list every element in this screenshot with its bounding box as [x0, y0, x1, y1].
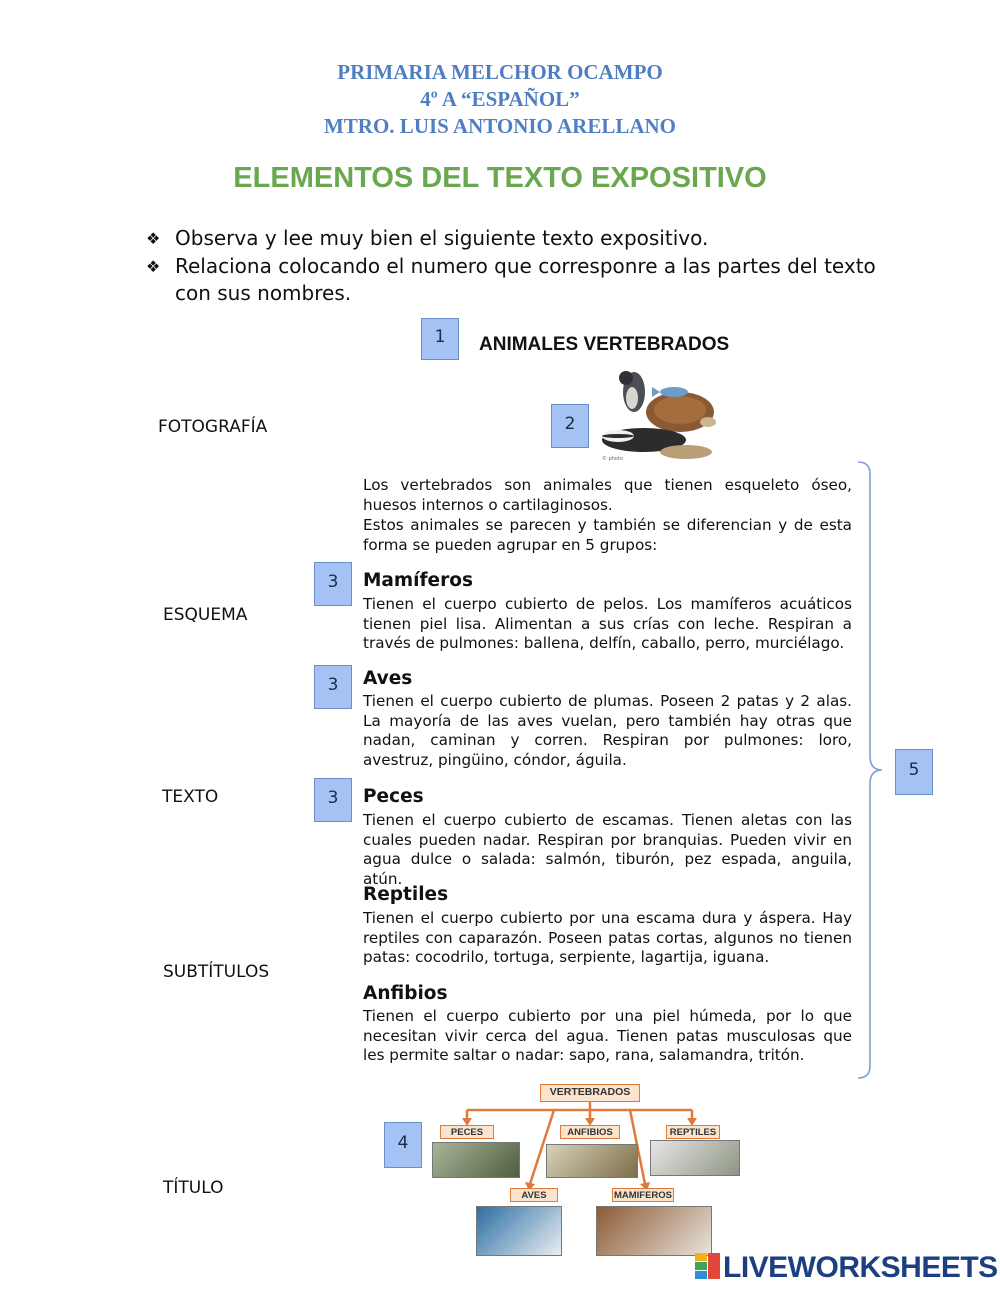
- document-title: ANIMALES VERTEBRADOS: [479, 334, 730, 355]
- diagram-anfibios: ANFIBIOS: [560, 1125, 620, 1139]
- intro-paragraph-2: Estos animales se parecen y también se diferencian y de esta forma se pueden agrupar en 5 grupos:: [363, 516, 852, 554]
- vertebrates-diagram: [430, 1080, 750, 1260]
- diagram-mamiferos: MAMIFEROS: [613, 1190, 673, 1201]
- label-subtitulos: SUBTÍTULOS: [163, 962, 270, 982]
- svg-text:© photo: © photo: [602, 456, 624, 462]
- number-box-text[interactable]: 5: [895, 749, 933, 795]
- text-anfibios: Tienen el cuerpo cubierto por una piel húmeda, por lo que necesitan vivir cerca del agua. Tienen patas musculosas que les permite saltar o nadar: sapo, rana, salamandra, tritón.: [363, 1007, 852, 1065]
- liveworksheets-logo: [695, 1251, 998, 1285]
- diagram-reptiles: REPTILES: [666, 1125, 720, 1139]
- teacher-name: MTRO. LUIS ANTONIO ARELLANO: [323, 114, 677, 138]
- number-box-photo[interactable]: 2: [551, 404, 589, 448]
- diagram-root: VERTEBRADOS: [540, 1084, 640, 1102]
- lizard-image: [650, 1140, 740, 1176]
- text-aves: Tienen el cuerpo cubierto de plumas. Poseen 2 patas y 2 alas. La mayoría de las aves vuelan, pero también hay otras que nadan, caminan y corren. Respiran por pulmones: loro, avestruz, pingüino, cóndor, águila.: [363, 692, 852, 769]
- number-box-aves[interactable]: 3: [314, 665, 352, 709]
- label-esquema: ESQUEMA: [163, 605, 248, 625]
- liveworksheets-icon: [695, 1251, 721, 1281]
- school-name: PRIMARIA MELCHOR OCAMPO: [337, 60, 663, 84]
- text-bracket: [856, 460, 886, 1080]
- diagram-aves: AVES: [510, 1188, 558, 1202]
- number-box-mamiferos[interactable]: 3: [314, 562, 352, 606]
- subtitle-peces: Peces: [363, 786, 424, 807]
- subtitle-aves: Aves: [363, 668, 413, 689]
- animals-photo: [596, 368, 722, 464]
- text-reptiles: Tienen el cuerpo cubierto por una escama dura y áspera. Hay reptiles con caparazón. Poseen patas cortas, algunos no tienen patas: cocodrilo, tortuga, serpiente, lagartija, iguana.: [363, 909, 852, 967]
- instruction-1-text: Observa y lee muy bien el siguiente texto expositivo.: [175, 226, 709, 250]
- number-box-peces[interactable]: 3: [314, 778, 352, 822]
- label-fotografia: FOTOGRAFÍA: [158, 417, 268, 437]
- text-peces: Tienen el cuerpo cubierto de escamas. Tienen aletas con las cuales pueden nadar. Respiran por branquias. Pueden vivir en agua dulce o salada: salmón, tiburón, pez espada, anguila, atún.: [363, 811, 852, 888]
- subtitle-mamiferos: Mamíferos: [363, 570, 473, 591]
- diagram-peces: PECES: [440, 1125, 494, 1139]
- subtitle-reptiles: Reptiles: [363, 884, 449, 905]
- diamond-bullet-icon: ❖: [146, 229, 161, 248]
- instruction-1: [146, 225, 876, 252]
- frog-image: [546, 1144, 638, 1178]
- label-titulo: TÍTULO: [163, 1178, 224, 1198]
- instruction-2: [146, 253, 876, 307]
- worksheet-title: ELEMENTOS DEL TEXTO EXPOSITIVO: [233, 162, 767, 194]
- intro-paragraph-1: Los vertebrados son animales que tienen esqueleto óseo, huesos internos o cartilaginosos.: [363, 476, 852, 514]
- grade-line: 4º A “ESPAÑOL”: [420, 87, 580, 111]
- instruction-2-text: Relaciona colocando el numero que corresponre a las partes del texto con sus nombres.: [175, 254, 876, 305]
- bird-image: [476, 1206, 562, 1256]
- subtitle-anfibios: Anfibios: [363, 983, 448, 1004]
- horse-image: [596, 1206, 712, 1256]
- text-mamiferos: Tienen el cuerpo cubierto de pelos. Los mamíferos acuáticos tienen piel lisa. Alimentan a sus crías con leche. Respiran a través de pulmones: ballena, delfín, caballo, perro, murciélago.: [363, 595, 852, 653]
- diamond-bullet-icon: ❖: [146, 257, 161, 276]
- number-box-title[interactable]: 1: [421, 318, 459, 360]
- brand-text: LIVEWORKSHEETS: [723, 1251, 998, 1284]
- number-box-diagram[interactable]: 4: [384, 1122, 422, 1168]
- label-texto: TEXTO: [162, 787, 219, 807]
- fish-image: [432, 1142, 520, 1178]
